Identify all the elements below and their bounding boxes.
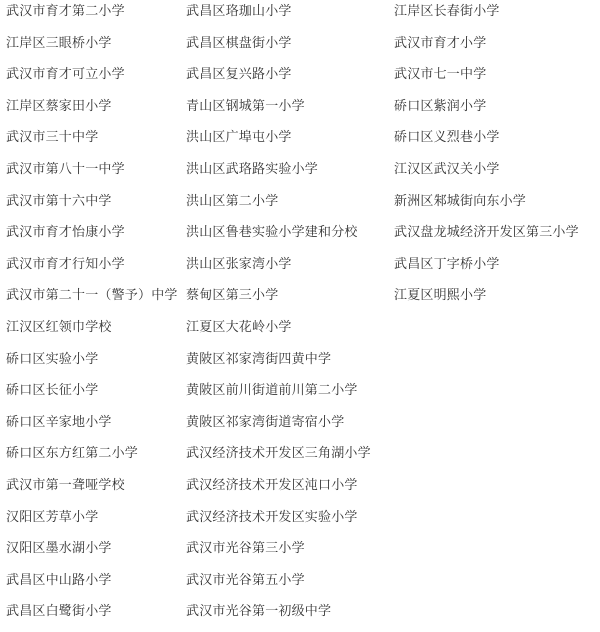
school-list-column-3: [394, 0, 600, 316]
school-list-item: 江汉区红领巾学校: [6, 319, 112, 335]
school-list-item: 武汉市三十中学: [6, 130, 99, 146]
school-list-item: 武汉市光谷第三小学: [186, 541, 305, 557]
school-list-item: 武昌区白鹭街小学: [6, 604, 112, 620]
school-list-item: 洪山区广埠屯小学: [186, 130, 292, 146]
school-list-item: 武汉市第八十一中学: [6, 161, 125, 177]
school-list-item: 武汉市育才怡康小学: [6, 225, 125, 241]
school-list-item: 武汉市光谷第一初级中学: [186, 604, 332, 620]
school-list-item: 硚口区辛家地小学: [6, 414, 112, 430]
school-list-item: 新洲区邾城街向东小学: [394, 193, 527, 209]
school-list-item: 武昌区棋盘街小学: [186, 35, 292, 51]
school-list-column-2: [186, 0, 394, 632]
school-list-item: 硚口区紫润小学: [394, 98, 487, 114]
school-list-item: 洪山区张家湾小学: [186, 256, 292, 272]
school-list-item: 武汉经济技术开发区实验小学: [186, 509, 358, 525]
school-list-item: 武昌区复兴路小学: [186, 67, 292, 83]
school-list-item: 黄陂区祁家湾街道寄宿小学: [186, 414, 345, 430]
school-list-item: 蔡甸区第三小学: [186, 288, 279, 304]
school-list-item: 洪山区鲁巷实验小学建和分校: [186, 225, 358, 241]
school-list-item: 武昌区珞珈山小学: [186, 4, 292, 19]
school-list-item: 黄陂区祁家湾街四黄中学: [186, 351, 332, 367]
school-list-item: 硚口区实验小学: [6, 351, 99, 367]
school-list-item: 武汉市第二十一（警予）中学: [6, 288, 178, 304]
school-list-column-1: [6, 0, 186, 632]
school-list-item: 武汉盘龙城经济开发区第三小学: [394, 225, 579, 241]
school-list-item: 汉阳区芳草小学: [6, 509, 99, 525]
school-list-item: 武汉市育才行知小学: [6, 256, 125, 272]
school-list-item: 武汉市第一聋哑学校: [6, 477, 125, 493]
school-list-item: 武汉经济技术开发区沌口小学: [186, 477, 358, 493]
school-list-item: 武昌区丁字桥小学: [394, 256, 500, 272]
school-list-item: 硚口区东方红第二小学: [6, 446, 139, 462]
school-list-item: 硚口区长征小学: [6, 383, 99, 399]
school-list-item: 武汉市第十六中学: [6, 193, 112, 209]
school-list-item: 武汉市七一中学: [394, 67, 487, 83]
school-list-item: 江汉区武汉关小学: [394, 161, 500, 177]
school-list-item: 武汉市育才可立小学: [6, 67, 125, 83]
school-list-item: 武昌区中山路小学: [6, 572, 112, 588]
school-list-item: 黄陂区前川街道前川第二小学: [186, 383, 358, 399]
school-list-item: 江岸区长春街小学: [394, 4, 500, 19]
school-list-item: 汉阳区墨水湖小学: [6, 541, 112, 557]
school-list-item: 江夏区明熙小学: [394, 288, 487, 304]
school-list-item: 江岸区蔡家田小学: [6, 98, 112, 114]
school-list-item: 武汉市育才第二小学: [6, 4, 125, 19]
school-list-item: 洪山区第二小学: [186, 193, 279, 209]
school-list-item: 青山区钢城第一小学: [186, 98, 305, 114]
school-list-item: 武汉经济技术开发区三角湖小学: [186, 446, 371, 462]
school-list-item: 洪山区武珞路实验小学: [186, 161, 319, 177]
school-list-item: 硚口区义烈巷小学: [394, 130, 500, 146]
school-list-item: 武汉市育才小学: [394, 35, 487, 51]
school-list-item: 武汉市光谷第五小学: [186, 572, 305, 588]
school-list-item: 江夏区大花岭小学: [186, 319, 292, 335]
school-list-item: 江岸区三眼桥小学: [6, 35, 112, 51]
